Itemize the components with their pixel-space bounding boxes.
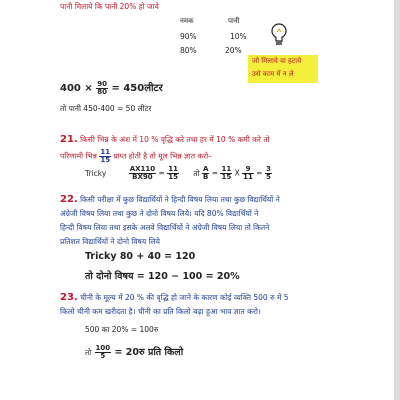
q21-line2: परिणामी भिन्न $\frac{11}{15}$ प्राप्त होती है तो मूल भिन्न ज्ञात करो– — [60, 148, 212, 164]
q22-answer: तो दोनो विषय = 120 − 100 = 20% — [85, 271, 240, 282]
q22-line1: 22. किसी परीक्षा में कुछ विद्यार्थियों ने हिन्दी विषय लिया तथा कुछ विद्यार्थियों ने — [60, 194, 280, 205]
q21-line1: 21. किसी भिन्न के अंश में 10 % वृद्धि करे तथा हर में 10 % कमी करे तो — [60, 134, 270, 145]
table-cell-r2c1: 80% — [180, 46, 197, 55]
q23-line2: किलो चीनी कम खरीदता है। चीनी का प्रति किलो बढ़ा हुआ भाव ज्ञात करो। — [60, 307, 261, 316]
q23-calc: 500 का 20% = 100रु — [85, 325, 159, 334]
calc1-result: तो पानी 450-400 = 50 लीटर — [60, 104, 152, 113]
q22-tricky: Tricky 80 + 40 = 120 — [85, 251, 196, 262]
table-header-water: पानी — [228, 17, 240, 25]
table-header-salt: नमक — [180, 17, 194, 25]
note-line-1: जो मिलाये वा हटाये — [252, 57, 302, 65]
light-bulb-icon — [270, 22, 288, 48]
q22-line4: प्रतिशत विद्यार्थियों ने दोनो विषय लिये — [60, 237, 160, 246]
q23-line1: 23. चीनी के मूल्य में 20 % की वृद्धि हो जाने के कारण कोई व्यक्ति 500 रु में 5 — [60, 292, 289, 303]
note-line-2: उसे काम में न ले — [252, 70, 294, 78]
table-cell-r1c2: 10% — [230, 32, 247, 41]
top-line: पानी मिलाये कि पानी 20% हो जाये — [60, 2, 159, 11]
q21-tricky: Tricky $\frac{AX110}{BX90}$ = $\frac{11}{15}$ तो $\frac{A}{B}$ = $\frac{11}{15}$ X $\frac{9}{11}$ = $\frac{3}{5}$ — [85, 165, 271, 181]
table-cell-r1c1: 90% — [180, 32, 197, 41]
page-edge — [394, 0, 400, 400]
calc1-equation: 400 × $\frac{90}{80}$ = 450लीटर — [60, 79, 163, 96]
q22-line2: अंग्रेजी विषय लिया तथा कुछ ने दोनो विषय लिये। यदि 80% विद्यार्थियों ने — [60, 209, 259, 218]
table-cell-r2c2: 20% — [225, 46, 242, 55]
q22-line3: हिन्दी विषय लिया तथा इसके अलवे विद्यार्थियों ने अंग्रेजी विषय लिया तो कितने — [60, 223, 270, 232]
q23-answer: तो $\frac{100}{5}$ = 20रु प्रति किलो — [85, 344, 184, 360]
